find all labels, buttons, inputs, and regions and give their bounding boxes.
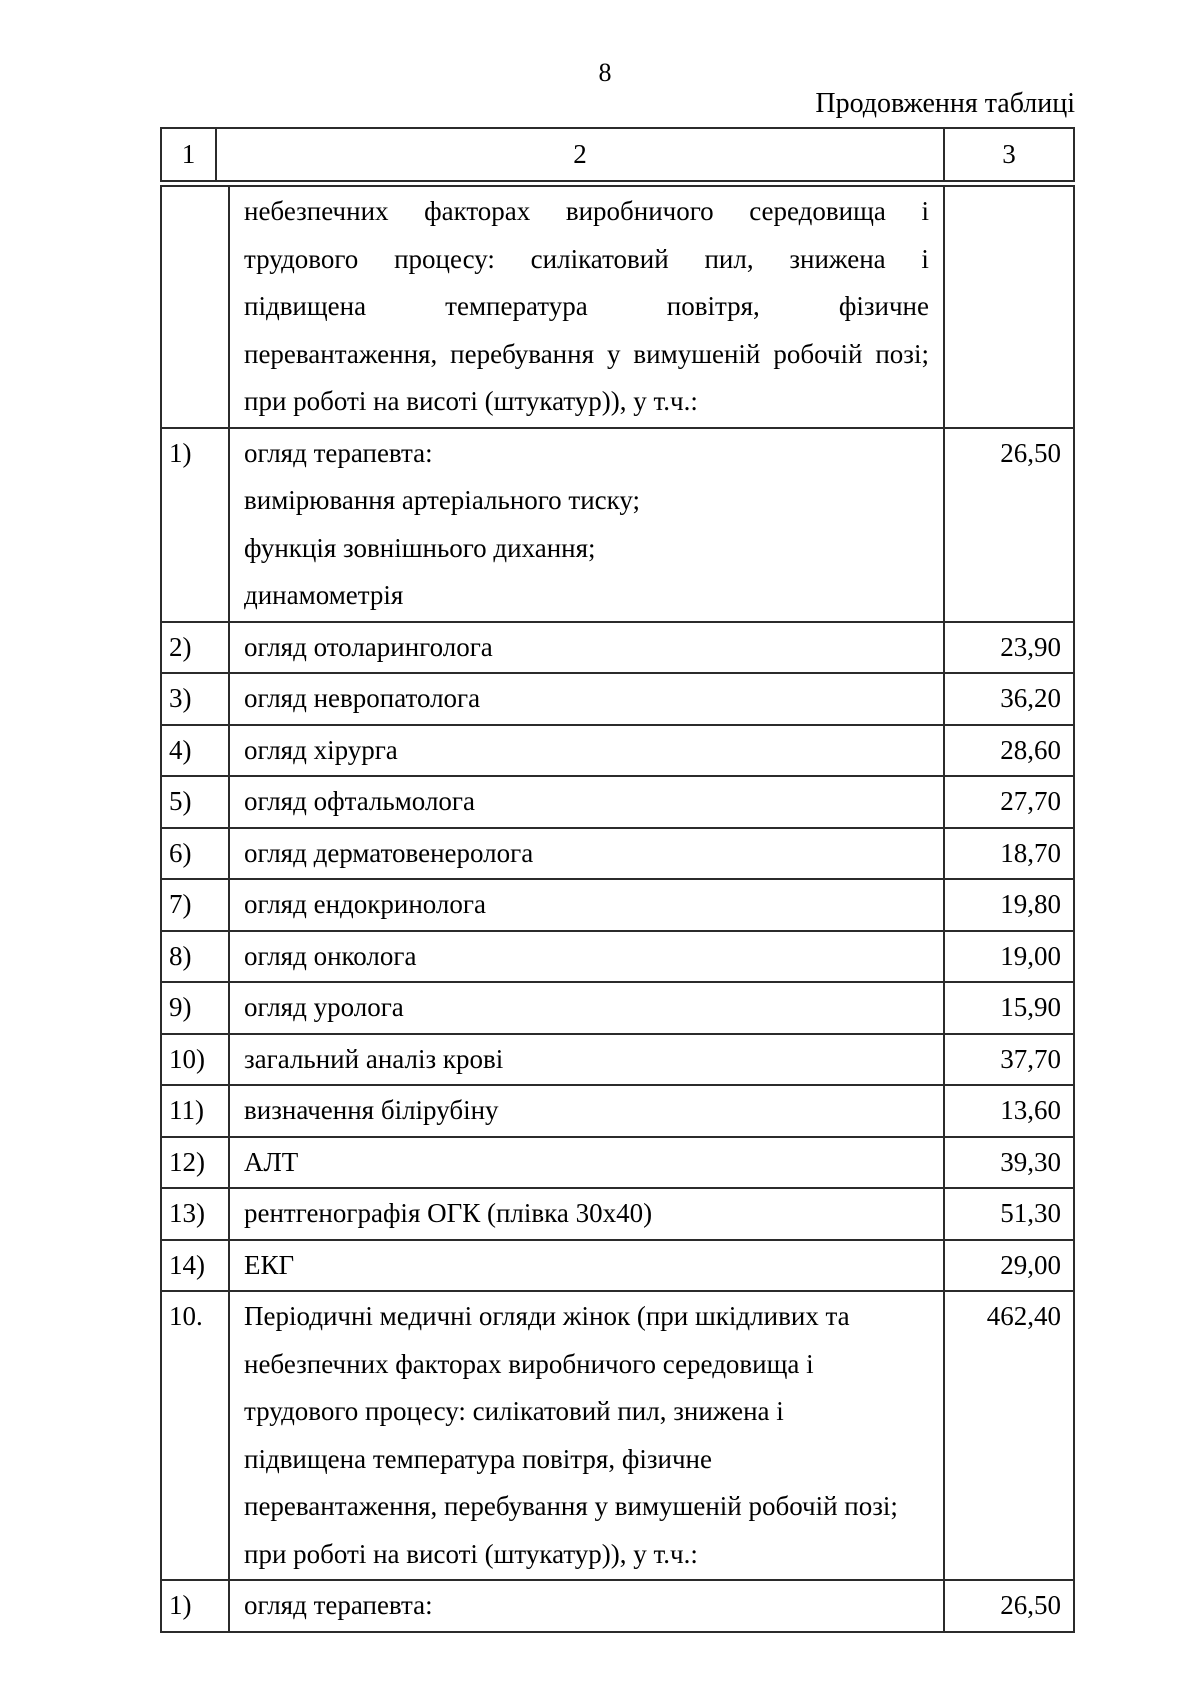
description-cell bbox=[230, 674, 945, 724]
description-word: небезпечних bbox=[244, 196, 389, 226]
description-line: огляд онколога bbox=[244, 940, 417, 971]
description-line: небезпечних факторах виробничого середовища і bbox=[244, 1348, 814, 1379]
description-line: Періодичні медичні огляди жінок (при шкідливих та bbox=[244, 1301, 850, 1331]
description-word: перебування bbox=[450, 338, 594, 369]
description-line: АЛТ bbox=[244, 1146, 299, 1177]
row-number-cell: 3) bbox=[162, 674, 230, 724]
price-cell: 26,50 bbox=[1000, 1590, 1061, 1620]
description-word: виробничого bbox=[565, 196, 714, 226]
description-word: факторах bbox=[424, 196, 531, 226]
row-number-cell: 10. bbox=[162, 1292, 230, 1579]
row-number-cell: 5) bbox=[162, 777, 230, 827]
description-word: робочій bbox=[773, 338, 863, 369]
table-row bbox=[162, 878, 1073, 930]
price-cell: 37,70 bbox=[1000, 1043, 1061, 1074]
description-word: трудового bbox=[244, 243, 359, 274]
description-word: знижена bbox=[789, 243, 886, 274]
price-cell: 36,20 bbox=[1000, 683, 1061, 713]
price-cell: 13,60 bbox=[1000, 1095, 1061, 1125]
description-word: температура bbox=[445, 291, 588, 321]
description-cell bbox=[230, 1581, 945, 1631]
description-cell bbox=[230, 1292, 945, 1579]
price-cell: 19,00 bbox=[1000, 940, 1061, 971]
description-line: трудового процесу: силікатовий пил, знижена і bbox=[244, 1396, 784, 1426]
table-row bbox=[162, 1084, 1073, 1136]
price-cell: 39,30 bbox=[1000, 1146, 1061, 1177]
description-line: визначення білірубіну bbox=[244, 1095, 499, 1125]
row-number-cell bbox=[162, 187, 230, 427]
description-cell bbox=[230, 983, 945, 1033]
price-cell: 19,80 bbox=[1000, 889, 1061, 919]
header-cell-1: 1 bbox=[162, 129, 217, 180]
table-row bbox=[162, 1187, 1073, 1239]
row-number-cell: 9) bbox=[162, 983, 230, 1033]
description-cell bbox=[230, 1241, 945, 1291]
price-cell: 28,60 bbox=[1000, 734, 1061, 765]
description-line: огляд отоларинголога bbox=[244, 631, 493, 662]
description-line: огляд ендокринолога bbox=[244, 889, 486, 919]
table-row bbox=[162, 187, 1073, 427]
price-cell: 462,40 bbox=[986, 1301, 1061, 1331]
table-body bbox=[160, 185, 1075, 1633]
table-row bbox=[162, 1579, 1073, 1631]
table-row bbox=[162, 672, 1073, 724]
table-row bbox=[162, 775, 1073, 827]
table-row bbox=[162, 1136, 1073, 1188]
price-cell: 51,30 bbox=[1000, 1198, 1061, 1228]
description-line: при роботі на висоті (штукатур)), у т.ч.: bbox=[244, 386, 698, 416]
description-line: огляд невропатолога bbox=[244, 683, 481, 713]
description-word: процесу: bbox=[394, 243, 495, 274]
description-line: огляд терапевта: bbox=[244, 1590, 433, 1620]
description-word: позі; bbox=[875, 338, 929, 369]
description-word: підвищена bbox=[244, 291, 367, 321]
description-word: і bbox=[921, 243, 929, 274]
price-cell: 23,90 bbox=[1000, 631, 1061, 662]
table-row bbox=[162, 427, 1073, 621]
description-line: підвищена температура повітря, фізичне bbox=[244, 1443, 712, 1474]
description-cell bbox=[230, 1189, 945, 1239]
description-word: вимушеній bbox=[633, 338, 761, 369]
table-row bbox=[162, 1239, 1073, 1291]
description-line: огляд дерматовенеролога bbox=[244, 837, 534, 868]
description-cell bbox=[230, 1138, 945, 1188]
description-cell bbox=[230, 777, 945, 827]
price-cell: 26,50 bbox=[1000, 437, 1061, 468]
description-line: огляд хірурга bbox=[244, 734, 398, 765]
table-row bbox=[162, 621, 1073, 673]
description-line: рентгенографія ОГК (плівка 30х40) bbox=[244, 1198, 653, 1228]
description-line: огляд уролога bbox=[244, 992, 404, 1022]
page-number: 8 bbox=[598, 58, 612, 87]
row-number-cell: 12) bbox=[162, 1138, 230, 1188]
description-word: у bbox=[606, 338, 621, 369]
description-line: при роботі на висоті (штукатур)), у т.ч.: bbox=[244, 1538, 698, 1569]
row-number-cell: 11) bbox=[162, 1086, 230, 1136]
description-word: силікатовий bbox=[530, 243, 669, 274]
price-cell: 15,90 bbox=[1000, 992, 1061, 1022]
description-word: повітря, bbox=[666, 291, 760, 321]
price-cell: 27,70 bbox=[1000, 786, 1061, 816]
table-row bbox=[162, 1290, 1073, 1579]
description-line: вимірювання артеріального тиску; bbox=[244, 485, 641, 515]
price-cell: 18,70 bbox=[1000, 837, 1061, 868]
description-line: огляд терапевта: bbox=[244, 437, 433, 468]
price-cell: 29,00 bbox=[1000, 1249, 1061, 1280]
header-cell-3: 3 bbox=[1002, 139, 1016, 169]
description-cell bbox=[230, 187, 945, 427]
description-word: перевантаження, bbox=[244, 338, 438, 369]
description-line: загальний аналіз крові bbox=[244, 1043, 504, 1074]
table-header-row bbox=[160, 127, 1075, 182]
description-line bbox=[244, 236, 929, 284]
description-cell bbox=[230, 623, 945, 673]
row-number-cell: 1) bbox=[162, 1581, 230, 1631]
description-cell bbox=[230, 429, 945, 621]
description-line: огляд офтальмолога bbox=[244, 786, 475, 816]
description-line bbox=[244, 331, 929, 379]
description-line bbox=[244, 283, 929, 331]
description-line: функція зовнішнього дихання; bbox=[244, 532, 596, 563]
header-cell-2: 2 bbox=[217, 129, 945, 180]
table-continuation-label: Продовження таблиці bbox=[815, 88, 1075, 119]
price-cell bbox=[945, 187, 1073, 427]
row-number-cell: 8) bbox=[162, 932, 230, 982]
description-line: динамометрія bbox=[244, 580, 404, 610]
table-row bbox=[162, 981, 1073, 1033]
row-number-cell: 2) bbox=[162, 623, 230, 673]
description-word: і bbox=[921, 196, 929, 226]
row-number-cell: 14) bbox=[162, 1241, 230, 1291]
description-line: ЕКГ bbox=[244, 1249, 295, 1280]
description-cell bbox=[230, 880, 945, 930]
row-number-cell: 7) bbox=[162, 880, 230, 930]
table-row bbox=[162, 1033, 1073, 1085]
table-row bbox=[162, 827, 1073, 879]
row-number-cell: 10) bbox=[162, 1035, 230, 1085]
row-number-cell: 4) bbox=[162, 726, 230, 776]
description-cell bbox=[230, 726, 945, 776]
description-word: фізичне bbox=[838, 291, 929, 321]
description-cell bbox=[230, 1086, 945, 1136]
description-cell bbox=[230, 829, 945, 879]
table-row bbox=[162, 724, 1073, 776]
description-word: середовища bbox=[749, 196, 886, 226]
row-number-cell: 13) bbox=[162, 1189, 230, 1239]
description-line bbox=[244, 188, 929, 236]
row-number-cell: 6) bbox=[162, 829, 230, 879]
description-word: пил, bbox=[704, 243, 754, 274]
description-cell bbox=[230, 932, 945, 982]
description-cell bbox=[230, 1035, 945, 1085]
table-row bbox=[162, 930, 1073, 982]
row-number-cell: 1) bbox=[162, 429, 230, 621]
description-line: перевантаження, перебування у вимушеній робочій позі; bbox=[244, 1491, 898, 1521]
